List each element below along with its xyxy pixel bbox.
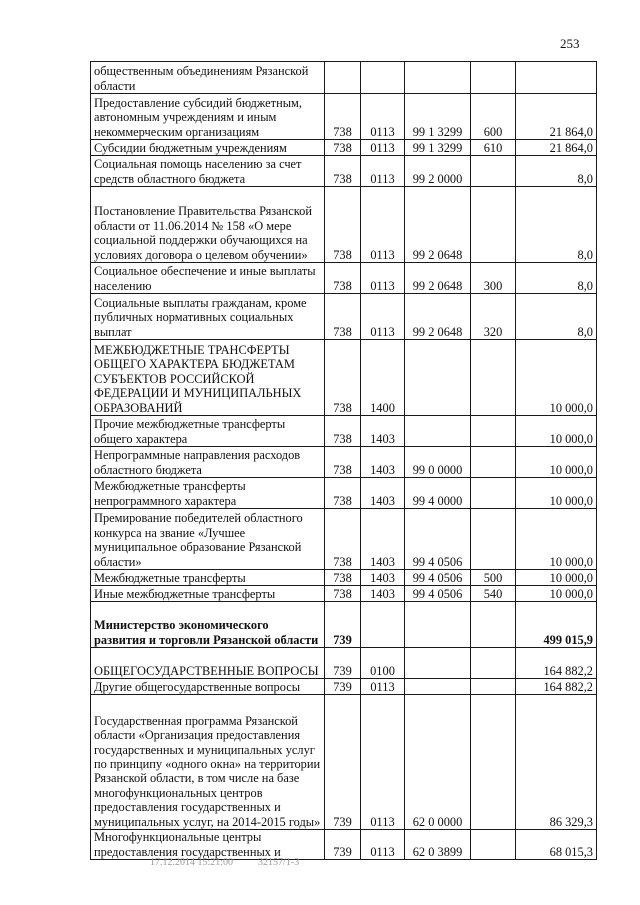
row-vedomstvo-cell: 738 <box>325 94 361 140</box>
row-target-article-cell: 99 4 0000 <box>405 478 471 509</box>
row-expense-kind-cell: 600 <box>471 94 516 140</box>
row-sum-cell: 8,0 <box>516 263 597 294</box>
footer-date: 17.12.2014 15:21:00 <box>150 857 234 868</box>
row-razdel-cell: 0113 <box>361 679 405 695</box>
row-expense-kind-cell <box>471 62 516 94</box>
row-expense-kind-cell <box>471 602 516 648</box>
row-target-article-cell <box>405 602 471 648</box>
table-row <box>91 140 597 156</box>
row-vedomstvo-cell: 738 <box>325 570 361 586</box>
row-target-article-cell: 62 0 3899 <box>405 830 471 860</box>
row-sum-cell <box>516 62 597 94</box>
row-target-article-cell <box>405 679 471 695</box>
row-target-article-cell: 99 4 0506 <box>405 509 471 570</box>
row-sum-cell: 10 000,0 <box>516 447 597 478</box>
row-razdel-cell: 0113 <box>361 294 405 340</box>
row-razdel-cell <box>361 602 405 648</box>
row-sum-cell: 8,0 <box>516 294 597 340</box>
row-vedomstvo-cell: 739 <box>325 602 361 648</box>
row-razdel-cell: 1403 <box>361 509 405 570</box>
row-expense-kind-cell: 540 <box>471 586 516 602</box>
table-row <box>91 340 597 416</box>
row-razdel-cell: 1403 <box>361 447 405 478</box>
row-name-cell: Государственная программа Рязанской области «Организация предоставления государственных и муниципальных услуг по принципу «одного окна» на территории Рязанской области, в том числе на базе многофункциональных центров предоставления государственных и муниципальных услуг, на 2014-2015 годы» <box>91 695 325 830</box>
table-row <box>91 648 597 679</box>
row-expense-kind-cell <box>471 416 516 447</box>
row-vedomstvo-cell: 738 <box>325 140 361 156</box>
table-row <box>91 62 597 94</box>
row-sum-cell: 164 882,2 <box>516 679 597 695</box>
row-name-cell: Предоставление субсидий бюджетным, автономным учреждениям и иным некоммерческим организациям <box>91 94 325 140</box>
row-name-cell: Социальные выплаты гражданам, кроме публичных нормативных социальных выплат <box>91 294 325 340</box>
row-vedomstvo-cell: 738 <box>325 447 361 478</box>
row-razdel-cell: 1403 <box>361 570 405 586</box>
row-expense-kind-cell <box>471 340 516 416</box>
table-row <box>91 602 597 648</box>
row-expense-kind-cell <box>471 509 516 570</box>
row-sum-cell: 8,0 <box>516 156 597 187</box>
row-target-article-cell: 99 4 0506 <box>405 570 471 586</box>
row-expense-kind-cell <box>471 478 516 509</box>
table-row <box>91 570 597 586</box>
row-sum-cell: 10 000,0 <box>516 570 597 586</box>
row-target-article-cell <box>405 340 471 416</box>
row-target-article-cell <box>405 62 471 94</box>
row-expense-kind-cell <box>471 679 516 695</box>
row-vedomstvo-cell: 738 <box>325 586 361 602</box>
row-name-cell: Межбюджетные трансферты <box>91 570 325 586</box>
row-name-cell: Социальное обеспечение и иные выплаты населению <box>91 263 325 294</box>
row-expense-kind-cell <box>471 447 516 478</box>
table-row <box>91 695 597 830</box>
row-target-article-cell: 99 4 0506 <box>405 586 471 602</box>
row-expense-kind-cell <box>471 156 516 187</box>
row-name-cell: ОБЩЕГОСУДАРСТВЕННЫЕ ВОПРОСЫ <box>91 648 325 679</box>
row-target-article-cell <box>405 416 471 447</box>
row-target-article-cell <box>405 648 471 679</box>
row-name-cell: Другие общегосударственные вопросы <box>91 679 325 695</box>
table-row <box>91 478 597 509</box>
row-name-cell: Межбюджетные трансферты непрограммного характера <box>91 478 325 509</box>
row-vedomstvo-cell: 738 <box>325 478 361 509</box>
table-row <box>91 586 597 602</box>
row-vedomstvo-cell: 738 <box>325 294 361 340</box>
row-target-article-cell: 99 1 3299 <box>405 94 471 140</box>
row-razdel-cell: 0113 <box>361 263 405 294</box>
row-expense-kind-cell <box>471 648 516 679</box>
row-vedomstvo-cell: 739 <box>325 648 361 679</box>
row-razdel-cell: 1403 <box>361 478 405 509</box>
row-razdel-cell: 0113 <box>361 94 405 140</box>
row-name-cell: Министерство экономического развития и торговли Рязанской области <box>91 602 325 648</box>
row-name-cell: Премирование победителей областного конкурса на звание «Лучшее муниципальное образование Рязанской области» <box>91 509 325 570</box>
row-razdel-cell: 1400 <box>361 340 405 416</box>
row-target-article-cell: 99 0 0000 <box>405 447 471 478</box>
table-row <box>91 294 597 340</box>
table-row <box>91 94 597 140</box>
row-razdel-cell: 0113 <box>361 140 405 156</box>
row-name-cell: Многофункциональные центры предоставления государственных и <box>91 830 325 860</box>
row-sum-cell: 10 000,0 <box>516 509 597 570</box>
table-row <box>91 509 597 570</box>
row-target-article-cell: 99 2 0000 <box>405 156 471 187</box>
row-sum-cell: 86 329,3 <box>516 695 597 830</box>
row-razdel-cell: 0113 <box>361 695 405 830</box>
row-name-cell: Иные межбюджетные трансферты <box>91 586 325 602</box>
row-vedomstvo-cell: 738 <box>325 509 361 570</box>
table-row <box>91 679 597 695</box>
row-sum-cell: 10 000,0 <box>516 416 597 447</box>
row-target-article-cell: 62 0 0000 <box>405 695 471 830</box>
row-target-article-cell: 99 1 3299 <box>405 140 471 156</box>
row-vedomstvo-cell: 738 <box>325 340 361 416</box>
row-razdel-cell: 0113 <box>361 156 405 187</box>
row-sum-cell: 164 882,2 <box>516 648 597 679</box>
row-sum-cell: 8,0 <box>516 187 597 263</box>
table-row <box>91 263 597 294</box>
row-vedomstvo-cell <box>325 62 361 94</box>
row-sum-cell: 21 864,0 <box>516 140 597 156</box>
table-row <box>91 187 597 263</box>
row-expense-kind-cell: 610 <box>471 140 516 156</box>
row-target-article-cell: 99 2 0648 <box>405 187 471 263</box>
row-name-cell: Субсидии бюджетным учреждениям <box>91 140 325 156</box>
row-vedomstvo-cell: 738 <box>325 416 361 447</box>
row-sum-cell: 21 864,0 <box>516 94 597 140</box>
row-vedomstvo-cell: 738 <box>325 263 361 294</box>
row-vedomstvo-cell: 738 <box>325 187 361 263</box>
row-target-article-cell: 99 2 0648 <box>405 294 471 340</box>
row-expense-kind-cell <box>471 187 516 263</box>
row-name-cell: Прочие межбюджетные трансферты общего характера <box>91 416 325 447</box>
row-name-cell: общественным объединениям Рязанской области <box>91 62 325 94</box>
row-sum-cell: 68 015,3 <box>516 830 597 860</box>
row-vedomstvo-cell: 738 <box>325 156 361 187</box>
row-vedomstvo-cell: 739 <box>325 679 361 695</box>
footer-code: 32157/1-3 <box>258 857 300 868</box>
page-number: 253 <box>560 36 580 51</box>
row-vedomstvo-cell: 739 <box>325 830 361 860</box>
row-razdel-cell: 0113 <box>361 187 405 263</box>
row-expense-kind-cell: 320 <box>471 294 516 340</box>
row-name-cell: МЕЖБЮДЖЕТНЫЕ ТРАНСФЕРТЫ ОБЩЕГО ХАРАКТЕРА БЮДЖЕТАМ СУБЪЕКТОВ РОССИЙСКОЙ ФЕДЕРАЦИИ И МУНИЦИПАЛЬНЫХ ОБРАЗОВАНИЙ <box>91 340 325 416</box>
table-row <box>91 416 597 447</box>
row-sum-cell: 10 000,0 <box>516 340 597 416</box>
row-razdel-cell: 1403 <box>361 586 405 602</box>
budget-table <box>90 61 597 860</box>
row-sum-cell: 10 000,0 <box>516 586 597 602</box>
row-target-article-cell: 99 2 0648 <box>405 263 471 294</box>
budget-table-body <box>91 62 597 860</box>
row-expense-kind-cell: 500 <box>471 570 516 586</box>
table-row <box>91 447 597 478</box>
page-footer <box>0 853 640 883</box>
row-name-cell: Постановление Правительства Рязанской области от 11.06.2014 № 158 «О мере социальной поддержки обучающихся на условиях договора о целевом обучении» <box>91 187 325 263</box>
row-razdel-cell: 1403 <box>361 416 405 447</box>
row-sum-cell: 10 000,0 <box>516 478 597 509</box>
row-razdel-cell: 0113 <box>361 830 405 860</box>
row-name-cell: Социальная помощь населению за счет средств областного бюджета <box>91 156 325 187</box>
row-name-cell: Непрограммные направления расходов областного бюджета <box>91 447 325 478</box>
row-sum-cell: 499 015,9 <box>516 602 597 648</box>
row-razdel-cell <box>361 62 405 94</box>
table-row <box>91 156 597 187</box>
row-expense-kind-cell <box>471 695 516 830</box>
row-expense-kind-cell: 300 <box>471 263 516 294</box>
row-razdel-cell: 0100 <box>361 648 405 679</box>
row-vedomstvo-cell: 739 <box>325 695 361 830</box>
